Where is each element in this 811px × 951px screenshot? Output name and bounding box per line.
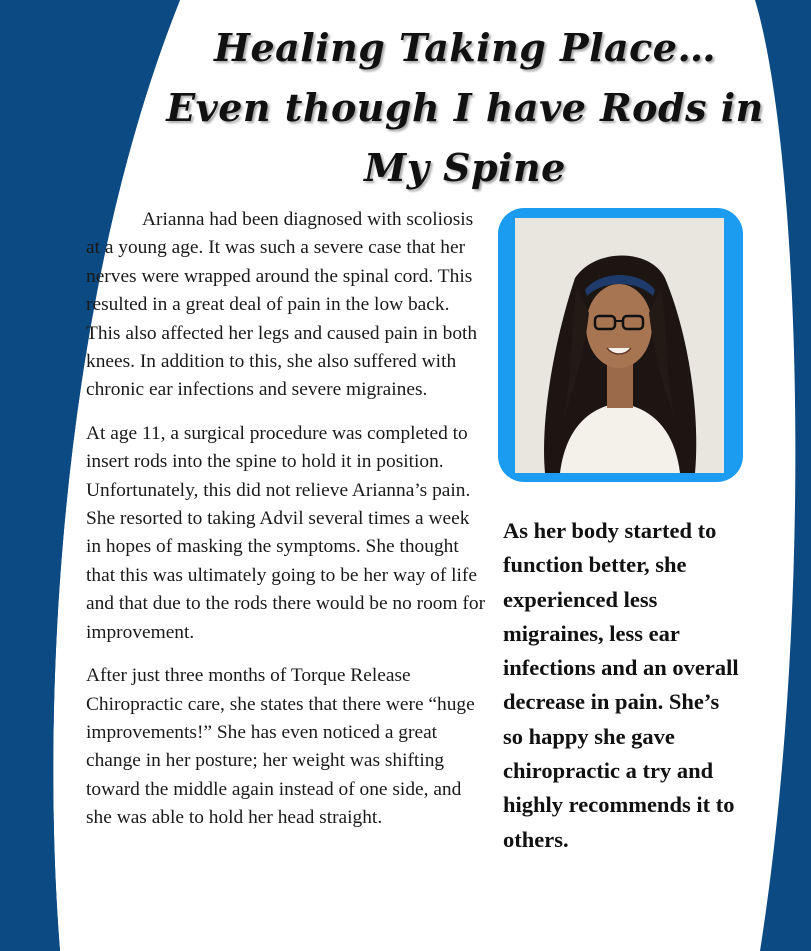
title-line-3: My Spine (364, 145, 566, 190)
article-body (86, 206, 486, 848)
portrait-illustration (515, 218, 724, 473)
paragraph-surgery: At age 11, a surgical procedure was completed to insert rods into the spine to hold it in position. Unfortunately, this did not relieve Arianna’s pain. She resorted to taking Advil several times a week in hopes of masking the symptoms. She thought that this was ultimately going to be her way of life and that due to the rods there would be no room for improvement. (86, 422, 486, 643)
portrait-photo (515, 218, 724, 473)
article-title (160, 18, 770, 198)
paragraph-diagnosis: Arianna had been diagnosed with scoliosis at a young age. It was such a severe case that her nerves were wrapped around the spinal cord. This resulted in a great deal of pain in the low back. This also affected her legs and caused pain in both knees. In addition to this, she also suffered with chronic ear infections and severe migraines. (86, 209, 478, 401)
title-line-2: Even though I have Rods in (166, 85, 764, 130)
callout-quote: As her body started to function better, she experienced less migraines, less ear infections and an overall decrease in pain. She’s so happy she gave chiropractic a try and highly recommends it to others. (503, 518, 739, 852)
paragraph-improvement: After just three months of Torque Release Chiropractic care, she states that there were “huge improvements!” She has even noticed a great change in her posture; her weight was shifting toward the middle again instead of one side, and she was able to hold her head straight. (86, 665, 475, 829)
title-line-1: Healing Taking Place… (214, 25, 716, 70)
